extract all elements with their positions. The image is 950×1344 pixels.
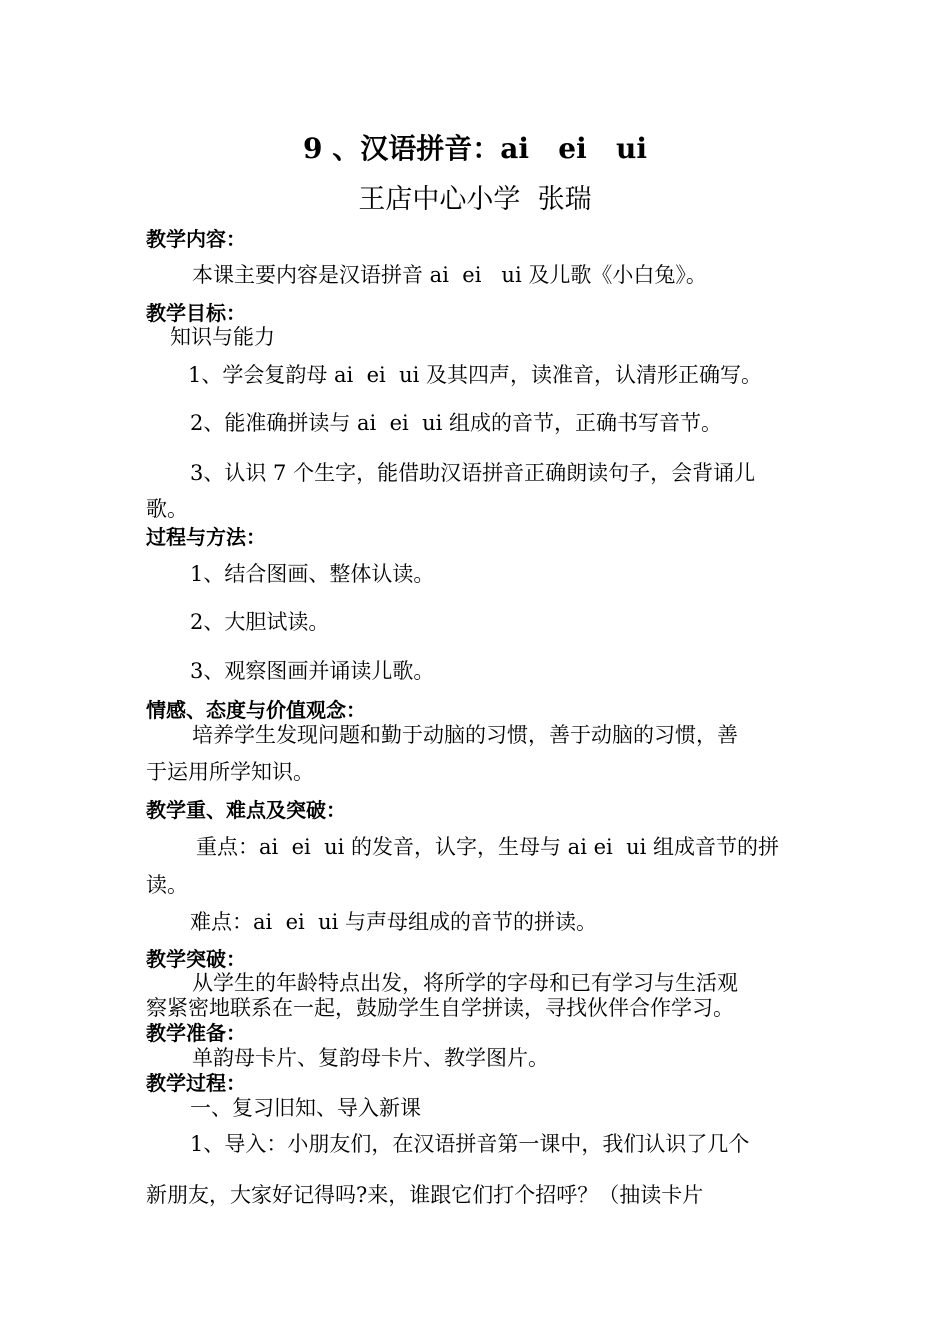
- keypoint-line-2: 读。: [146, 873, 188, 897]
- section-heading-emotion: 情感、态度与价值观念：: [146, 698, 366, 722]
- prep-text: 单韵母卡片、复韵母卡片、教学图片。: [192, 1046, 549, 1070]
- breakthrough-line-1: 从学生的年龄特点出发，将所学的字母和已有学习与生活观: [192, 971, 738, 995]
- section-heading-content: 教学内容：: [146, 227, 246, 251]
- procedure-line-2: 1、导入：小朋友们，在汉语拼音第一课中，我们认识了几个: [190, 1132, 750, 1156]
- content-text: 本课主要内容是汉语拼音 ai ei ui 及儿歌《小白兔》。: [192, 263, 707, 287]
- section-heading-breakthrough: 教学突破：: [146, 947, 246, 971]
- section-heading-goals: 教学目标：: [146, 301, 246, 325]
- section-heading-procedure: 教学过程：: [146, 1071, 246, 1095]
- process-item-2: 2、大胆试读。: [190, 610, 330, 634]
- section-heading-keypoints: 教学重、难点及突破：: [146, 798, 346, 822]
- procedure-line-1: 一、复习旧知、导入新课: [190, 1096, 421, 1120]
- process-item-1: 1、结合图画、整体认读。: [190, 562, 435, 586]
- breakthrough-line-2: 察紧密地联系在一起，鼓励学生自学拼读，寻找伙伴合作学习。: [146, 996, 734, 1020]
- keypoint-line-1: 重点：ai ei ui 的发音，认字，生母与 ai ei ui 组成音节的拼: [196, 835, 779, 859]
- goals-subheading: 知识与能力: [170, 325, 275, 349]
- document-title: 9 、汉语拼音：ai ei ui: [303, 132, 647, 165]
- emotion-line-2: 于运用所学知识。: [146, 760, 314, 784]
- document-author: 王店中心小学 张瑞: [358, 184, 592, 215]
- goal-item-2: 2、能准确拼读与 ai ei ui 组成的音节，正确书写音节。: [190, 411, 723, 435]
- keypoint-line-3: 难点：ai ei ui 与声母组成的音节的拼读。: [190, 910, 597, 934]
- goal-item-3-continued: 歌。: [146, 497, 188, 521]
- procedure-line-3: 新朋友，大家好记得吗?来，谁跟它们打个招呼？（抽读卡片: [146, 1183, 704, 1207]
- goal-item-1: 1、学会复韵母 ai ei ui 及其四声，读准音，认清形正确写。: [188, 363, 763, 387]
- process-item-3: 3、观察图画并诵读儿歌。: [190, 659, 435, 683]
- section-heading-prep: 教学准备：: [146, 1021, 246, 1045]
- goal-item-3: 3、认识 7 个生字，能借助汉语拼音正确朗读句子，会背诵儿: [190, 461, 756, 485]
- emotion-line-1: 培养学生发现问题和勤于动脑的习惯，善于动脑的习惯，善: [192, 723, 738, 747]
- section-heading-process: 过程与方法：: [146, 525, 266, 549]
